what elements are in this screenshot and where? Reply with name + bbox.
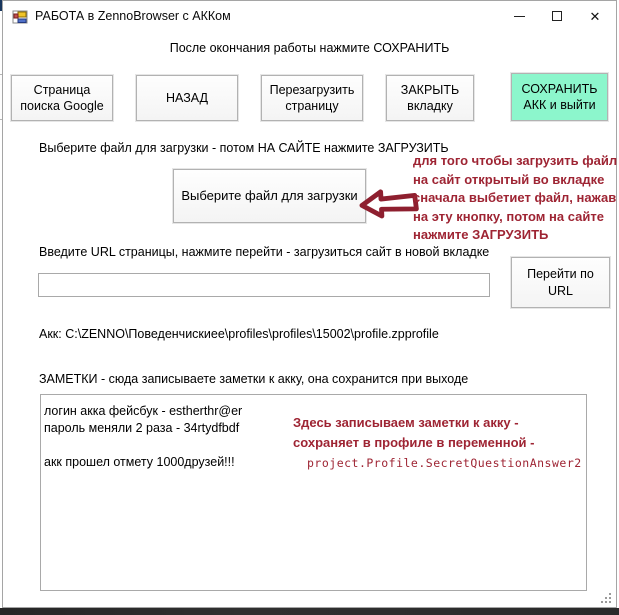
upload-annotation-line: для того чтобы загрузить файл [413,153,618,168]
minimize-icon[interactable] [500,1,538,31]
upload-annotation-line: на эту кнопку, потом на сайте [413,208,604,224]
upload-annotation-line: на сайт открытый во вкладке [413,171,605,187]
choose-file-button[interactable]: Выберите файл для загрузки [173,169,366,223]
winforms-app-icon [12,9,28,25]
upload-annotation-line: сначала выбетиет файл, нажав [413,190,617,205]
taskbar-strip [0,608,619,615]
notes-annotation-line: сохраняет в профиле в переменной - [293,435,535,450]
go-to-url-button[interactable]: Перейти по URL [511,257,610,308]
left-arrow-icon [358,185,420,222]
url-input[interactable] [38,273,490,297]
save-account-exit-button[interactable]: СОХРАНИТЬ АКК и выйти [511,73,608,121]
google-search-page-button[interactable]: Страница поиска Google [11,75,113,121]
save-instruction-label: После окончания работы нажмите СОХРАНИТЬ [169,41,450,55]
window-title: РАБОТА в ZennoBrowser с АККом [35,9,231,23]
close-tab-button[interactable]: ЗАКРЫТЬ вкладку [386,75,474,121]
back-button[interactable]: НАЗАД [136,75,238,121]
app-window [2,0,617,608]
account-path-label: Акк: C:\ZENNO\Поведенчискиее\profiles\profiles\15002\profile.zpprofile [39,327,439,341]
upload-annotation-line: нажмите ЗАГРУЗИТЬ [413,227,549,242]
notes-instruction-label: ЗАМЕТКИ - сюда записываете заметки к акку, она сохранится при выходе [39,372,469,386]
reload-page-button[interactable]: Перезагрузить страницу [261,75,363,121]
url-instruction-label: Введите URL страницы, нажмите перейти - загрузиться сайт в новой вкладке [39,245,490,259]
title-bar[interactable] [3,1,616,33]
upload-instruction-label: Выберите файл для загрузки - потом НА САЙТЕ нажмите ЗАГРУЗИТЬ [39,141,449,155]
close-icon[interactable]: ✕ [589,8,601,24]
resize-grip-icon[interactable] [601,593,612,604]
notes-annotation-line: Здесь записываем заметки к акку - [293,415,519,430]
notes-textarea[interactable] [40,394,587,591]
maximize-icon[interactable] [538,1,576,31]
notes-annotation-code: project.Profile.SecretQuestionAnswer2 [307,456,582,470]
upload-annotation [413,152,618,245]
